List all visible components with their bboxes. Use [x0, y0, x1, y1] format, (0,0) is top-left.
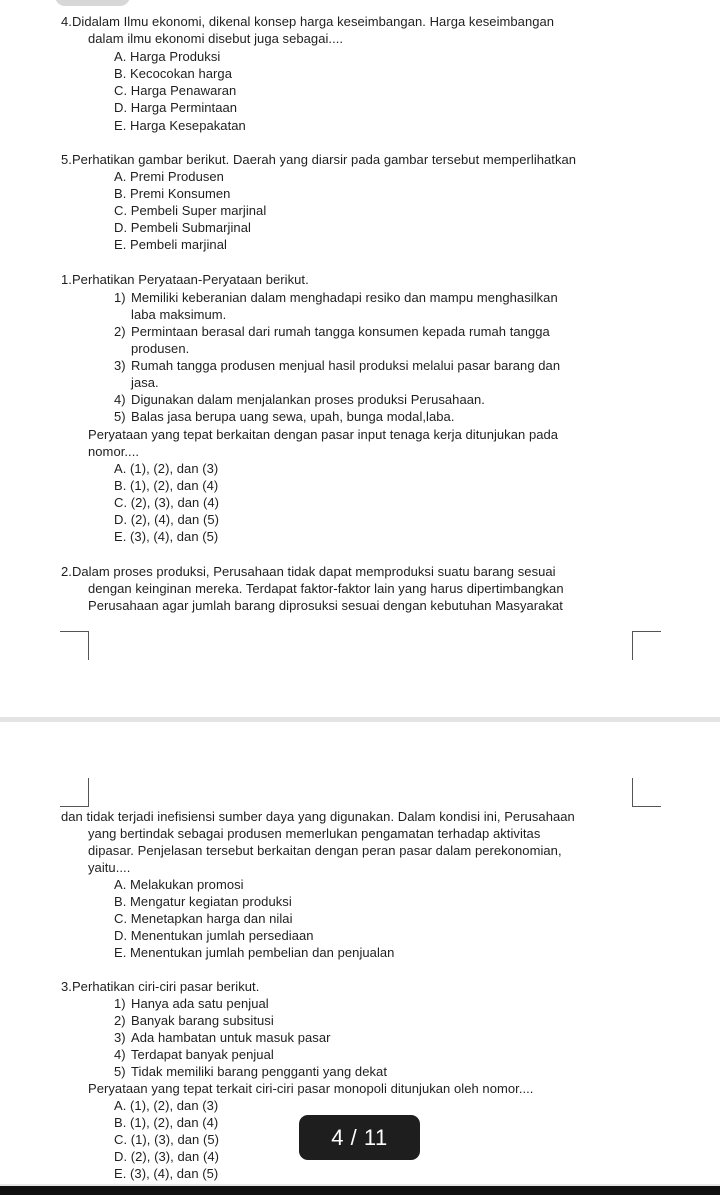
q1-option-e: E. (3), (4), dan (5): [114, 529, 219, 544]
q3-text-line1: 3.Perhatikan ciri-ciri pasar berikut.: [61, 979, 260, 994]
q5-option-c: C. Pembeli Super marjinal: [114, 203, 267, 218]
q3-option-a: A. (1), (2), dan (3): [114, 1098, 219, 1113]
page-indicator-badge[interactable]: 4 / 11: [299, 1115, 420, 1160]
q1-item-4-number: 4): [114, 392, 126, 407]
q1-item-5-text: Balas jasa berupa uang sewa, upah, bunga modal,laba.: [131, 409, 455, 424]
q3-item-2-number: 2): [114, 1013, 126, 1028]
q4-text-line2: dalam ilmu ekonomi disebut juga sebagai....: [88, 31, 344, 46]
q4-option-c: C. Harga Penawaran: [114, 83, 237, 98]
q1-option-a: A. (1), (2), dan (3): [114, 461, 219, 476]
q4-option-b: B. Kecocokan harga: [114, 66, 232, 81]
q5-option-b: B. Premi Konsumen: [114, 186, 231, 201]
crop-mark-bottom-left: [60, 631, 89, 660]
q4-option-e: E. Harga Kesepakatan: [114, 118, 246, 133]
q5-text-line1: 5.Perhatikan gambar berikut. Daerah yang diarsir pada gambar tersebut memperlihatkan: [61, 152, 577, 167]
q1-item-3-text: Rumah tangga produsen menjual hasil produksi melalui pasar barang dan: [131, 358, 561, 373]
q3-option-d: D. (2), (3), dan (4): [114, 1149, 220, 1164]
q2-cont-line1: dan tidak terjadi inefisiensi sumber daya yang digunakan. Dalam kondisi ini, Perusahaan: [61, 809, 575, 824]
q2-option-c: C. Menetapkan harga dan nilai: [114, 911, 293, 926]
q5-option-a: A. Premi Produsen: [114, 169, 224, 184]
q1-item-3-text-cont: jasa.: [131, 375, 159, 390]
q3-item-4-number: 4): [114, 1047, 126, 1062]
q1-prompt-line2: nomor....: [88, 444, 140, 459]
q1-text-line1: 1.Perhatikan Peryataan-Peryataan berikut.: [61, 272, 309, 287]
q2-text-line2: dengan keinginan mereka. Terdapat faktor-faktor lain yang harus dipertimbangkan: [88, 581, 564, 596]
q1-option-d: D. (2), (4), dan (5): [114, 512, 220, 527]
q3-item-1-text: Hanya ada satu penjual: [131, 996, 269, 1011]
q2-option-a: A. Melakukan promosi: [114, 877, 244, 892]
q2-cont-line4: yaitu....: [88, 860, 131, 875]
q2-cont-line3: dipasar. Penjelasan tersebut berkaitan dengan peran pasar dalam perekonomian,: [88, 843, 562, 858]
q5-option-e: E. Pembeli marjinal: [114, 237, 227, 252]
q1-item-1-number: 1): [114, 290, 126, 305]
q4-option-a: A. Harga Produksi: [114, 49, 221, 64]
q2-option-d: D. Menentukan jumlah persediaan: [114, 928, 314, 943]
q3-option-b: B. (1), (2), dan (4): [114, 1115, 219, 1130]
q2-cont-line2: yang bertindak sebagai produsen memerlukan pengamatan terhadap aktivitas: [88, 826, 541, 841]
q2-option-e: E. Menentukan jumlah pembelian dan penjualan: [114, 945, 395, 960]
q1-item-3-number: 3): [114, 358, 126, 373]
q4-option-d: D. Harga Permintaan: [114, 100, 238, 115]
q3-item-3-text: Ada hambatan untuk masuk pasar: [131, 1030, 331, 1045]
q1-item-2-text: Permintaan berasal dari rumah tangga konsumen kepada rumah tangga: [131, 324, 550, 339]
q1-item-4-text: Digunakan dalam menjalankan proses produksi Perusahaan.: [131, 392, 485, 407]
q3-item-2-text: Banyak barang subsitusi: [131, 1013, 274, 1028]
q3-item-5-number: 5): [114, 1064, 126, 1079]
crop-mark-bottom-right: [632, 631, 661, 660]
top-tab-shadow: [55, 0, 130, 6]
bottom-bar: [0, 1186, 720, 1195]
crop-mark-top-left: [60, 778, 89, 807]
q3-prompt: Peryataan yang tepat terkait ciri-ciri pasar monopoli ditunjukan oleh nomor....: [88, 1081, 534, 1096]
q1-option-c: C. (2), (3), dan (4): [114, 495, 220, 510]
q4-text-line1: 4.Didalam Ilmu ekonomi, dikenal konsep harga keseimbangan. Harga keseimbangan: [61, 14, 555, 29]
q1-option-b: B. (1), (2), dan (4): [114, 478, 219, 493]
q1-item-2-text-cont: produsen.: [131, 341, 190, 356]
q3-item-5-text: Tidak memiliki barang pengganti yang dekat: [131, 1064, 387, 1079]
q1-prompt-line1: Peryataan yang tepat berkaitan dengan pasar input tenaga kerja ditunjukan pada: [88, 427, 559, 442]
q3-item-1-number: 1): [114, 996, 126, 1011]
q1-item-1-text-cont: laba maksimum.: [131, 307, 227, 322]
q1-item-2-number: 2): [114, 324, 126, 339]
q1-item-1-text: Memiliki keberanian dalam menghadapi resiko dan mampu menghasilkan: [131, 290, 558, 305]
q3-option-e: E. (3), (4), dan (5): [114, 1166, 219, 1181]
q3-item-4-text: Terdapat banyak penjual: [131, 1047, 274, 1062]
q2-text-line1: 2.Dalam proses produksi, Perusahaan tidak dapat memproduksi suatu barang sesuai: [61, 564, 556, 579]
q2-option-b: B. Mengatur kegiatan produksi: [114, 894, 292, 909]
q5-option-d: D. Pembeli Submarjinal: [114, 220, 251, 235]
q3-item-3-number: 3): [114, 1030, 126, 1045]
q2-text-line3: Perusahaan agar jumlah barang diprosuksi sesuai dengan kebutuhan Masyarakat: [88, 598, 563, 613]
q1-item-5-number: 5): [114, 409, 126, 424]
q3-option-c: C. (1), (3), dan (5): [114, 1132, 220, 1147]
crop-mark-top-right: [632, 778, 661, 807]
